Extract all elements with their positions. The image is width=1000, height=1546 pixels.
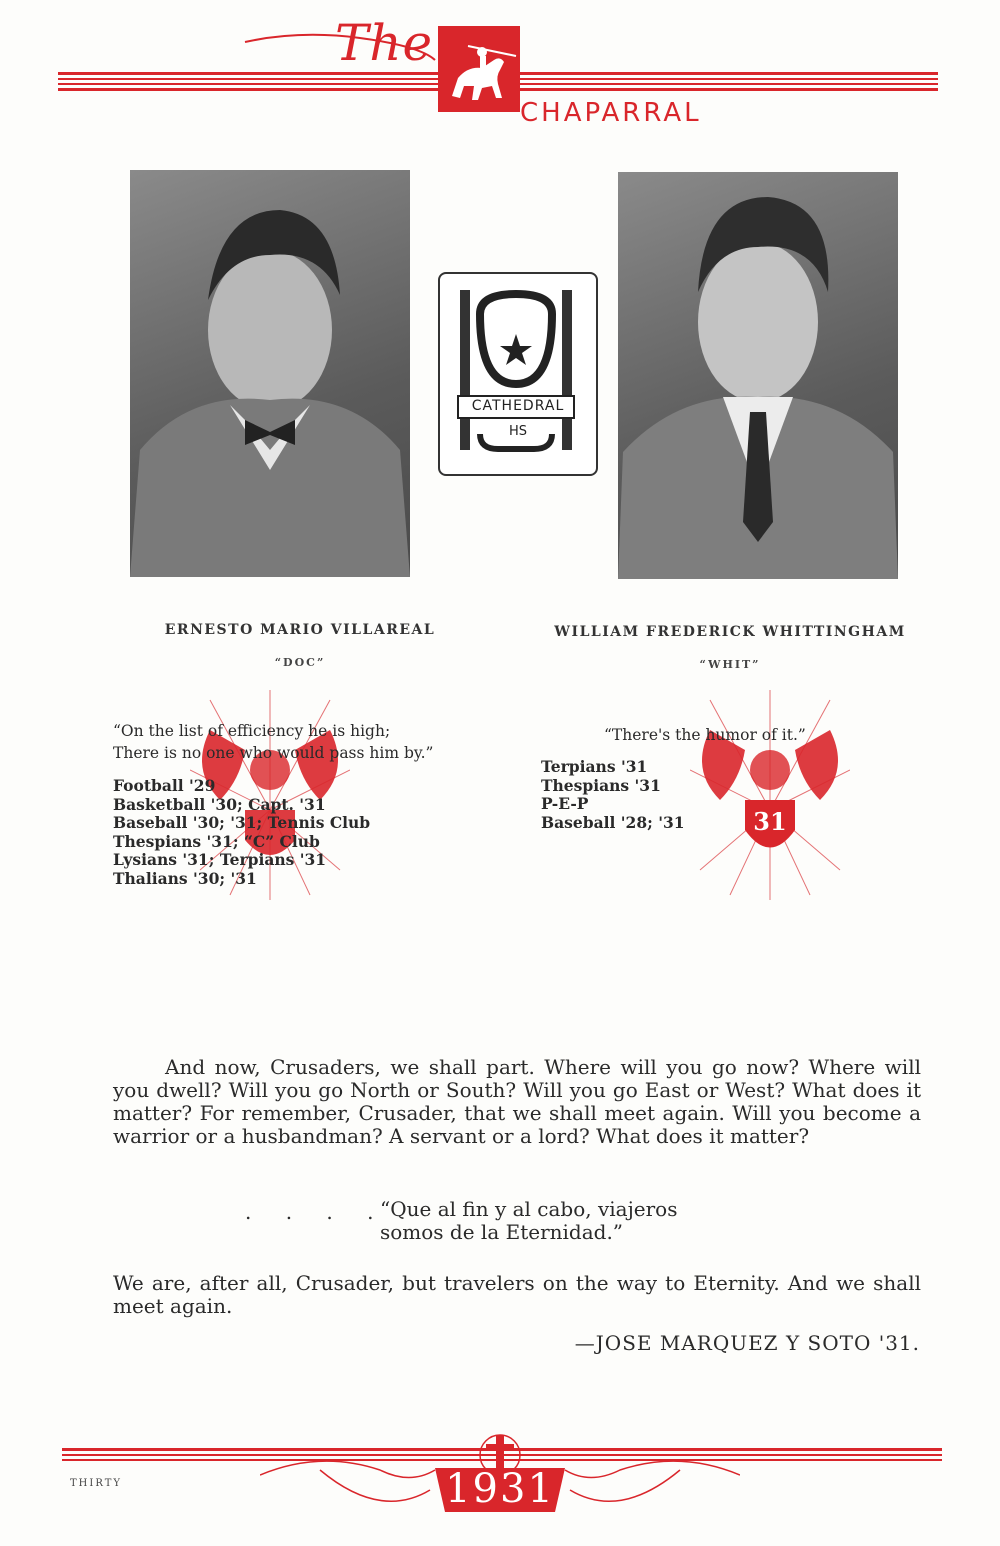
essay-paragraph-1 xyxy=(113,1056,921,1148)
activity-item: Thalians '30; '31 xyxy=(113,868,257,888)
activity-item: Terpians '31 xyxy=(541,757,648,776)
senior-name-right: WILLIAM FREDERICK WHITTINGHAM xyxy=(554,624,906,640)
senior-name-left: ERNESTO MARIO VILLAREAL xyxy=(164,622,436,638)
activity-item: P-E-P xyxy=(541,794,589,813)
activity-item: Thespians '31; “C” Club xyxy=(113,831,320,851)
cathedral-emblem xyxy=(438,272,598,476)
quote-line: “On the list of efficiency he is high; xyxy=(113,722,391,740)
activity-item: Football '29 xyxy=(113,776,216,795)
portrait-left xyxy=(130,170,410,577)
header-title: CHAPARRAL xyxy=(520,98,702,128)
activity-item: Lysians '31; Terpians '31 xyxy=(113,850,327,869)
spanish-line: “Que al fin y al cabo, viajeros xyxy=(380,1197,678,1221)
essay-paragraph-2 xyxy=(113,1272,921,1318)
spanish-line: somos de la Eternidad.” xyxy=(380,1220,624,1244)
quote-line: There is no one who would pass him by.” xyxy=(113,744,434,762)
activities-right xyxy=(541,758,685,832)
essay-text: We are, after all, Crusader, but travelers on the way to Eternity. And we shall meet again. xyxy=(113,1271,921,1318)
crusader-logo xyxy=(438,26,520,112)
portrait-right xyxy=(618,172,898,579)
ellipsis: . . . . xyxy=(245,1200,388,1224)
author-signature: —JOSE MARQUEZ Y SOTO '31. xyxy=(574,1331,920,1355)
activity-item: Basketball '30; Capt. '31 xyxy=(113,794,326,814)
senior-nickname-left: “DOC” xyxy=(274,656,326,669)
spanish-quote xyxy=(380,1198,678,1244)
crest-right xyxy=(690,690,850,900)
senior-quote-left xyxy=(113,720,433,764)
senior-quote-right: “There's the humor of it.” xyxy=(604,726,806,744)
senior-nickname-right: “WHIT” xyxy=(699,658,761,671)
crest-year: 31 xyxy=(753,807,787,836)
activities-left xyxy=(113,777,370,888)
activity-item: Baseball '30; '31; Tennis Club xyxy=(113,813,371,832)
header-the: The xyxy=(335,14,434,72)
activity-item: Thespians '31 xyxy=(541,775,661,795)
emblem-banner: CATHEDRAL xyxy=(471,398,565,414)
footer-year: 1931 xyxy=(445,1466,555,1512)
essay-text: And now, Crusaders, we shall part. Where will you go now? Where will you dwell? Will you go North or South? Will you go East or West? What does it matter? For remember, Crusader, that we shall meet again. Will you become a warrior or a husbandman? A servant or a lord? What does it matter? xyxy=(113,1055,921,1148)
page-label: THIRTY xyxy=(70,1478,122,1489)
activity-item: Baseball '28; '31 xyxy=(541,812,685,832)
emblem-monogram: HS xyxy=(508,424,528,439)
